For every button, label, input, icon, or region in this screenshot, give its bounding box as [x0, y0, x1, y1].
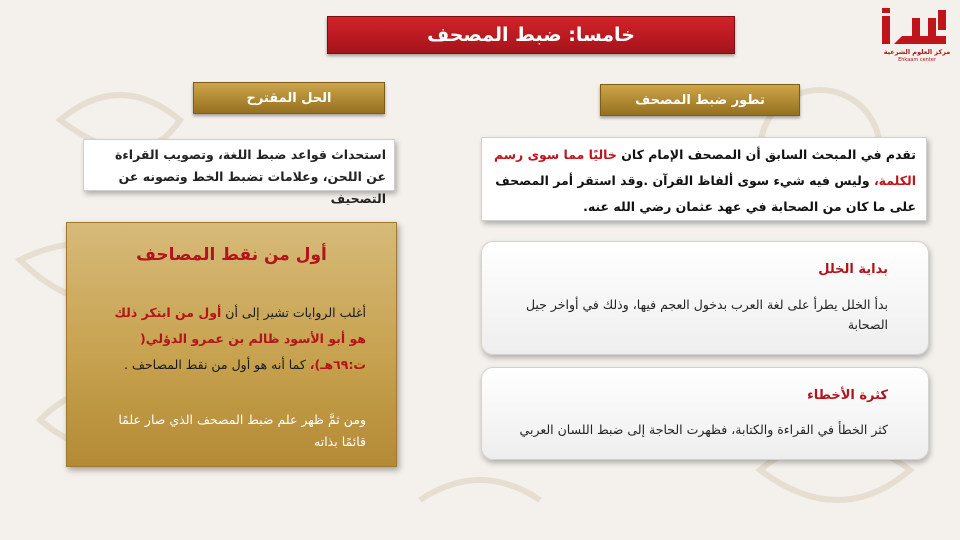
panel-p1-highlight: أول من ابتكر ذلك هو أبو الأسود ظالم بن عمرو الدؤلي( ت:٦٩هـ)،	[114, 305, 366, 372]
intro-highlight: خاليًا مما سوى رسم الكلمة،	[493, 147, 916, 188]
card-body: بدأ الخلل يطرأ على لغة العرب بدخول العجم فيها، وذلك في أواخر جيل الصحابة	[525, 297, 888, 332]
first-dotting-panel	[66, 222, 397, 467]
panel-title: أول من نقط المصاحف	[136, 245, 327, 265]
panel-p1-intro: أغلب الروايات تشير إلى أن	[221, 305, 366, 320]
intro-text-part2: وليس فيه شيء سوى ألفاظ القرآن .وقد استقر أمر المصحف على ما كان من الصحابة في عهد عثمان رضي الله عنه.	[495, 173, 916, 214]
intro-text-part1: تقدم في المبحث السابق أن المصحف الإمام كان	[616, 147, 916, 162]
panel-paragraph-1	[94, 300, 366, 378]
intro-text-box	[481, 137, 927, 221]
slide-title: خامسا: ضبط المصحف	[327, 16, 735, 54]
card-title: كثرة الأخطاء	[807, 388, 888, 403]
evolution-header: تطور ضبط المصحف	[600, 84, 800, 116]
logo-tagline: Ehkaam center	[898, 57, 936, 63]
card-title: بداية الخلل	[818, 262, 888, 277]
card-many-errors	[481, 367, 929, 460]
proposed-solution-header: الحل المقترح	[193, 82, 385, 114]
card-beginning-of-flaw	[481, 241, 929, 355]
card-body: كثر الخطأ في القراءة والكتابة، فظهرت الحاجة إلى ضبط اللسان العربي	[519, 422, 888, 437]
panel-paragraph-2: ومن ثمَّ ظهر علم ضبط المصحف الذي صار علمًا قائمًا بذاته	[118, 412, 366, 449]
logo-subtitle: مركز العلوم الشرعية	[883, 48, 951, 56]
proposed-solution-text: استحداث قواعد ضبط اللغة، وتصويب القراءة عن اللحن، وعلامات تضبط الخط وتصونه عن التصحيف	[83, 139, 395, 191]
panel-p1-end: كما أنه هو أول من نقط المصاحف .	[124, 357, 310, 372]
